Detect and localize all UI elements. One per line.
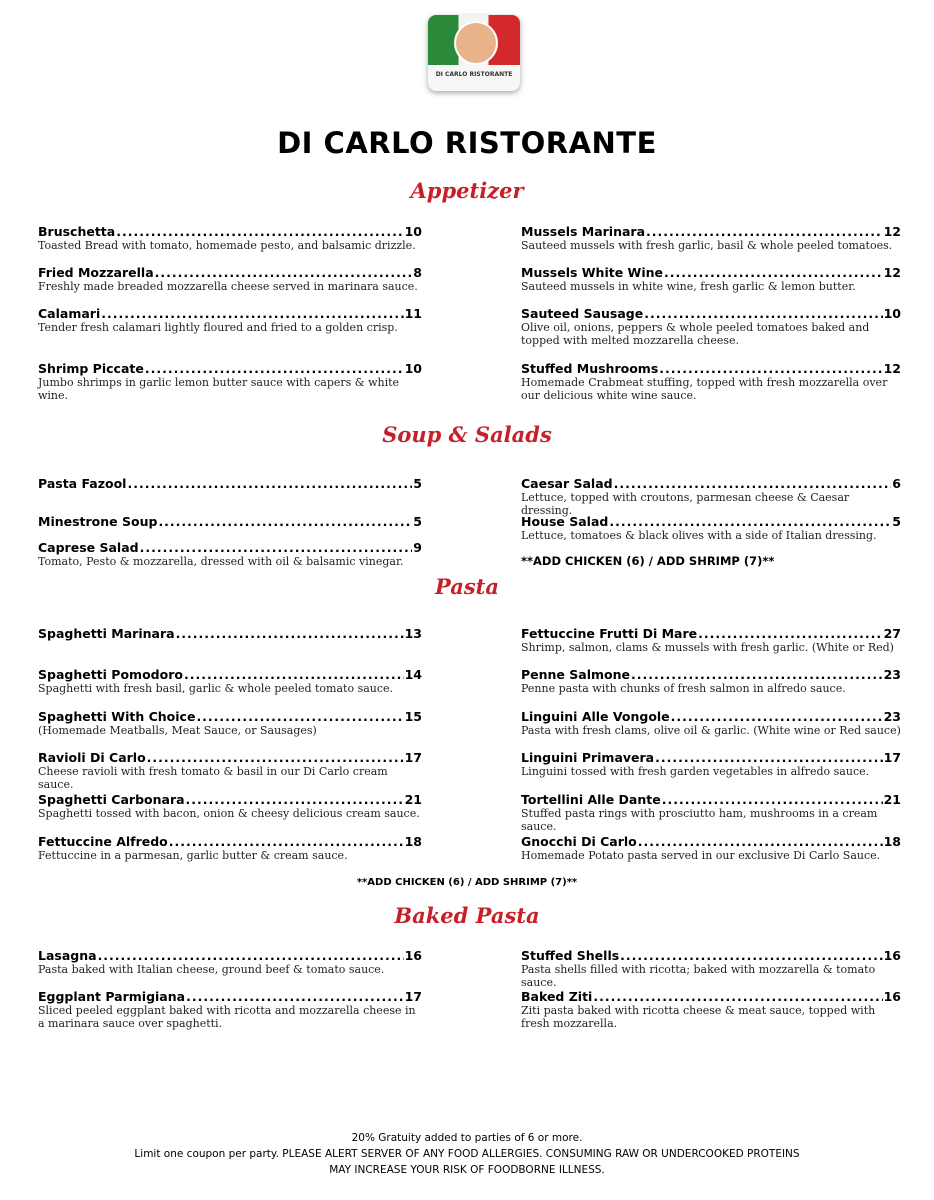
item-price: 16: [404, 948, 422, 963]
section-title-soup-salads: Soup & Salads: [382, 422, 552, 447]
item-name: Mussels White Wine: [521, 265, 663, 280]
item-price: 6: [892, 476, 901, 491]
item-description: Penne pasta with chunks of fresh salmon in alfredo sauce.: [521, 682, 846, 695]
item-description: Pasta baked with Italian cheese, ground beef & tomato sauce.: [38, 963, 385, 976]
item-price: 5: [413, 514, 422, 529]
item-description: Sauteed mussels with fresh garlic, basil & whole peeled tomatoes.: [521, 239, 893, 252]
item-description: Spaghetti tossed with bacon, onion & cheesy delicious cream sauce.: [38, 807, 420, 820]
item-description: (Homemade Meatballs, Meat Sauce, or Sausages): [38, 724, 317, 737]
menu-item: [38, 834, 422, 862]
item-price: 8: [413, 265, 422, 280]
item-name: Fettuccine Frutti Di Mare: [521, 626, 698, 641]
item-price: 17: [404, 750, 422, 765]
item-name: Lasagna: [38, 948, 97, 963]
item-description: Shrimp, salmon, clams & mussels with fresh garlic. (White or Red): [521, 641, 894, 654]
menu-item: [38, 540, 422, 568]
gratuity-note: 20% Gratuity added to parties of 6 or more.: [351, 1132, 583, 1144]
item-name: Ravioli Di Carlo: [38, 750, 146, 765]
item-price: 12: [883, 265, 901, 280]
item-price: 23: [883, 709, 901, 724]
menu-item: [521, 626, 901, 654]
item-price: 10: [404, 361, 422, 376]
menu-item: [38, 792, 422, 820]
item-description: Cheese ravioli with fresh tomato & basil in our Di Carlo cream sauce.: [38, 765, 388, 791]
item-price: 17: [404, 989, 422, 1004]
menu-item: [38, 709, 422, 737]
item-description: Ziti pasta baked with ricotta cheese & meat sauce, topped with fresh mozzarella.: [521, 1004, 876, 1030]
menu-item: [38, 224, 422, 252]
menu-item: [521, 948, 901, 989]
item-description: Pasta shells filled with ricotta; baked with mozzarella & tomato sauce.: [521, 963, 876, 989]
item-name: Mussels Marinara: [521, 224, 646, 239]
item-description: Homemade Crabmeat stuffing, topped with fresh mozzarella over our delicious white wine sauce.: [521, 376, 888, 402]
item-name: Fried Mozzarella: [38, 265, 154, 280]
item-name: Minestrone Soup: [38, 514, 158, 529]
menu-item: [521, 476, 901, 517]
item-description: Olive oil, onions, peppers & whole peeled tomatoes baked and topped with melted mozzarella cheese.: [521, 321, 870, 347]
page-title: DI CARLO RISTORANTE: [277, 126, 657, 160]
menu-item: [38, 265, 422, 293]
section-title-baked-pasta: Baked Pasta: [394, 903, 540, 928]
item-name: Linguini Primavera: [521, 750, 655, 765]
item-name: Spaghetti With Choice: [38, 709, 196, 724]
item-name: Eggplant Parmigiana: [38, 989, 186, 1004]
menu-item: [38, 948, 422, 976]
menu-item: [521, 792, 901, 833]
item-description: Spaghetti with fresh basil, garlic & whole peeled tomato sauce.: [38, 682, 394, 695]
item-name: Shrimp Piccate: [38, 361, 144, 376]
item-description: Lettuce, tomatoes & black olives with a side of Italian dressing.: [521, 529, 877, 542]
item-price: 18: [883, 834, 901, 849]
item-price: 10: [883, 306, 901, 321]
item-price: 17: [883, 750, 901, 765]
item-price: 9: [413, 540, 422, 555]
item-price: 15: [404, 709, 422, 724]
menu-item: [38, 361, 422, 402]
menu-item: [521, 306, 901, 347]
item-name: Spaghetti Marinara: [38, 626, 175, 641]
item-description: Jumbo shrimps in garlic lemon butter sauce with capers & white wine.: [38, 376, 400, 402]
item-price: 27: [883, 626, 901, 641]
item-name: Stuffed Shells: [521, 948, 620, 963]
menu-item: [38, 989, 422, 1030]
menu-item: [521, 224, 901, 252]
item-name: Penne Salmone: [521, 667, 630, 682]
menu-item: [521, 750, 901, 778]
item-name: Spaghetti Pomodoro: [38, 667, 183, 682]
menu-item: [38, 306, 422, 334]
menu-item: [38, 750, 422, 791]
item-price: 14: [404, 667, 422, 682]
menu-item: [38, 476, 422, 491]
item-name: Pasta Fazool: [38, 476, 127, 491]
menu-item: [521, 514, 901, 542]
item-description: Lettuce, topped with croutons, parmesan cheese & Caesar dressing.: [521, 491, 850, 517]
item-price: 18: [404, 834, 422, 849]
item-name: Baked Ziti: [521, 989, 593, 1004]
addon-note-salads: **ADD CHICKEN (6) / ADD SHRIMP (7)**: [521, 554, 775, 568]
logo-text: DI CARLO RISTORANTE: [428, 65, 520, 91]
menu-item: [521, 265, 901, 293]
item-name: Sauteed Sausage: [521, 306, 644, 321]
item-price: 5: [413, 476, 422, 491]
item-name: Caesar Salad: [521, 476, 613, 491]
item-price: 16: [883, 989, 901, 1004]
item-description: Linguini tossed with fresh garden vegetables in alfredo sauce.: [521, 765, 870, 778]
item-name: Linguini Alle Vongole: [521, 709, 670, 724]
allergy-note: Limit one coupon per party. PLEASE ALERT SERVER OF ANY FOOD ALLERGIES. CONSUMING RAW OR UNDERCOOKED PROTEINS: [134, 1148, 800, 1160]
item-description: Sauteed mussels in white wine, fresh garlic & lemon butter.: [521, 280, 856, 293]
section-title-appetizer: Appetizer: [410, 178, 524, 203]
menu-item: [521, 834, 901, 862]
item-name: Spaghetti Carbonara: [38, 792, 185, 807]
item-description: Tender fresh calamari lightly floured and fried to a golden crisp.: [38, 321, 398, 334]
item-price: 23: [883, 667, 901, 682]
footer-notice: [0, 1130, 934, 1178]
menu-item: [521, 709, 901, 737]
item-name: Gnocchi Di Carlo: [521, 834, 637, 849]
item-price: 21: [404, 792, 422, 807]
addon-note-pasta: **ADD CHICKEN (6) / ADD SHRIMP (7)**: [356, 877, 578, 888]
item-price: 13: [404, 626, 422, 641]
menu-item: [38, 626, 422, 641]
item-price: 21: [883, 792, 901, 807]
item-price: 5: [892, 514, 901, 529]
item-name: Caprese Salad: [38, 540, 139, 555]
foodborne-note: MAY INCREASE YOUR RISK OF FOODBORNE ILLNESS.: [329, 1164, 605, 1176]
item-description: Fettuccine in a parmesan, garlic butter & cream sauce.: [38, 849, 348, 862]
item-name: Bruschetta: [38, 224, 116, 239]
menu-item: [521, 989, 901, 1030]
item-description: Stuffed pasta rings with prosciutto ham, mushrooms in a cream sauce.: [521, 807, 878, 833]
item-description: Pasta with fresh clams, olive oil & garlic. (White wine or Red sauce): [521, 724, 901, 737]
item-price: 10: [404, 224, 422, 239]
item-description: Homemade Potato pasta served in our exclusive Di Carlo Sauce.: [521, 849, 881, 862]
item-name: Tortellini Alle Dante: [521, 792, 661, 807]
chef-logo-icon: [454, 21, 498, 65]
item-description: Toasted Bread with tomato, homemade pesto, and balsamic drizzle.: [38, 239, 416, 252]
restaurant-logo: [428, 15, 520, 91]
item-name: Fettuccine Alfredo: [38, 834, 168, 849]
item-name: Calamari: [38, 306, 101, 321]
menu-item: [38, 514, 422, 529]
item-name: Stuffed Mushrooms: [521, 361, 659, 376]
item-price: 12: [883, 224, 901, 239]
item-description: Tomato, Pesto & mozzarella, dressed with oil & balsamic vinegar.: [38, 555, 404, 568]
item-name: House Salad: [521, 514, 609, 529]
section-title-pasta: Pasta: [435, 574, 499, 599]
item-price: 11: [404, 306, 422, 321]
menu-item: [38, 667, 422, 695]
item-description: Freshly made breaded mozzarella cheese served in marinara sauce.: [38, 280, 418, 293]
item-price: 12: [883, 361, 901, 376]
item-price: 16: [883, 948, 901, 963]
menu-item: [521, 667, 901, 695]
menu-item: [521, 361, 901, 402]
item-description: Sliced peeled eggplant baked with ricotta and mozzarella cheese in a marinara sauce over spaghetti.: [38, 1004, 416, 1030]
